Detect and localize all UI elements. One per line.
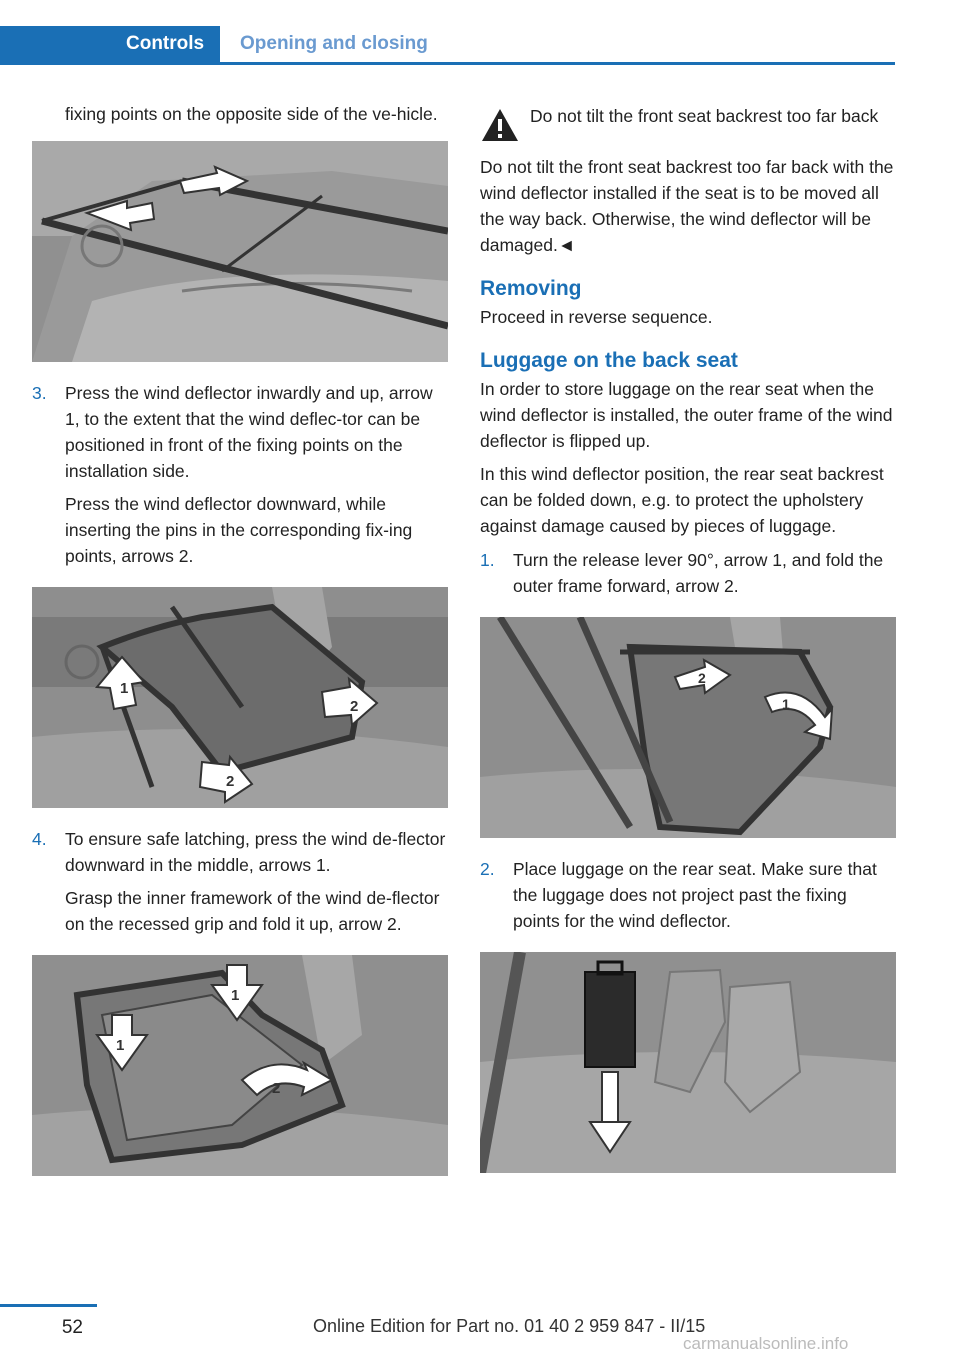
- figure-release-lever-drawing: [480, 617, 896, 838]
- removing-text: Proceed in reverse sequence.: [480, 307, 713, 327]
- figure-4-label-1: 1: [782, 696, 790, 712]
- figure-3-label-1b: 1: [231, 987, 240, 1004]
- step-4-text-1: To ensure safe latching, press the wind de‐flector downward in the middle, arrows 1.: [65, 829, 446, 875]
- step-1-number: 1.: [480, 550, 495, 570]
- step-2-text: Place luggage on the rear seat. Make sure that the luggage does not project past the fixing points for the wind deflector.: [513, 859, 877, 931]
- step-2-number: 2.: [480, 859, 495, 879]
- footer-watermark: carmanualsonline.info: [683, 1334, 849, 1353]
- header-chapter-tab[interactable]: Controls: [0, 26, 220, 62]
- warning-title: Do not tilt the front seat backrest too far back: [530, 106, 879, 126]
- left-column: [32, 101, 448, 1194]
- step-4-text-2: Grasp the inner framework of the wind de‐flector on the recessed grip and fold it up, arrow 2.: [65, 888, 440, 934]
- figure-deflector-insert-drawing: [32, 587, 448, 808]
- intro-text: fixing points on the opposite side of the ve‐hicle.: [65, 104, 438, 124]
- step-4: [32, 826, 448, 937]
- right-column: [480, 103, 896, 1191]
- footer-edition: Online Edition for Part no. 01 40 2 959 847 - II/15: [313, 1316, 706, 1336]
- figure-deflector-mounting: [32, 141, 448, 362]
- page-header: [0, 0, 895, 65]
- step-2: [480, 856, 896, 934]
- heading-removing: Removing: [480, 277, 582, 300]
- step-1-text: Turn the release lever 90°, arrow 1, and fold the outer frame forward, arrow 2.: [513, 550, 884, 596]
- step-1: [480, 547, 896, 599]
- step-3: [32, 380, 448, 569]
- luggage-text-2: In this wind deflector position, the rear seat backrest can be folded down, e.g. to protect the upholstery against damage caused by pieces of luggage.: [480, 464, 884, 536]
- figure-release-lever: [480, 617, 896, 838]
- heading-luggage: Luggage on the back seat: [480, 349, 738, 372]
- step-3-text-1: Press the wind deflector inwardly and up, arrow 1, to the extent that the wind deflec‐tor can be positioned in front of the fixing points on the installation side.: [65, 383, 433, 481]
- figure-4-label-2: 2: [698, 670, 706, 686]
- page-number: 52: [61, 1317, 83, 1338]
- step-4-number: 4.: [32, 829, 47, 849]
- figure-luggage-placement: [480, 952, 896, 1173]
- figure-deflector-mounting-drawing: [32, 141, 448, 362]
- step-3-number: 3.: [32, 383, 47, 403]
- figure-2-label-2a: 2: [350, 698, 359, 715]
- figure-2-label-1: 1: [120, 680, 129, 697]
- step-3-text-2: Press the wind deflector downward, while inserting the pins in the corresponding fix‐ing points, arrows 2.: [65, 494, 413, 566]
- figure-deflector-insert: [32, 587, 448, 808]
- figure-3-label-2: 2: [272, 1080, 281, 1097]
- figure-deflector-latch-drawing: [32, 955, 448, 1176]
- figure-deflector-latch: [32, 955, 448, 1176]
- header-section-title[interactable]: Opening and closing: [240, 33, 428, 54]
- luggage-text-1: In order to store luggage on the rear seat when the wind deflector is installed, the outer frame of the wind deflector is flipped up.: [480, 379, 893, 451]
- figure-luggage-placement-drawing: [480, 952, 896, 1173]
- figure-3-label-1a: 1: [116, 1037, 125, 1054]
- warning-text: Do not tilt the front seat backrest too far back with the wind deflector installed if the seat is to be moved all the way back. Otherwise, the wind deflector will be damaged.◄: [480, 157, 894, 255]
- warning-icon: [480, 103, 530, 150]
- page-number-rule: [0, 1304, 97, 1338]
- figure-2-label-2b: 2: [226, 773, 235, 790]
- warning-block: [480, 103, 896, 150]
